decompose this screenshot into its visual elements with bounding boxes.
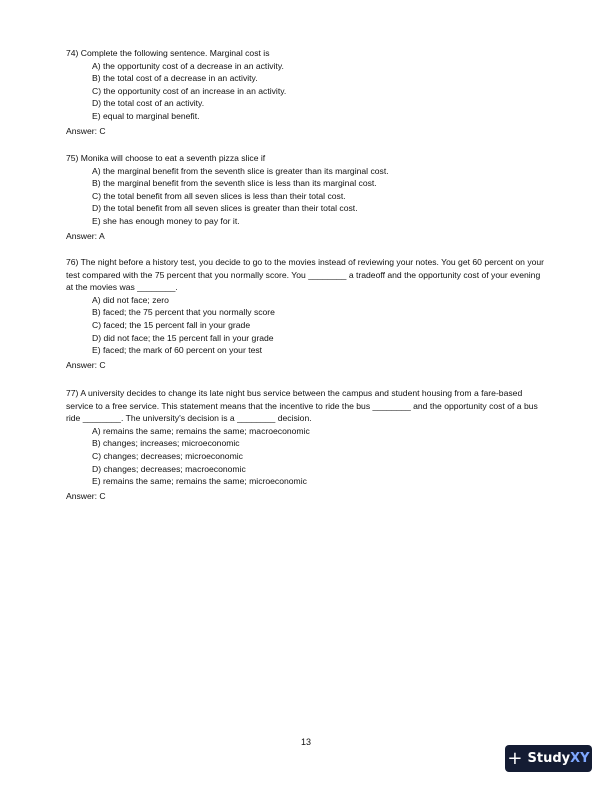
options-list xyxy=(92,165,548,228)
option-b: B) faced; the 75 percent that you normally score xyxy=(92,307,275,318)
option-c: C) the opportunity cost of an increase in an activity. xyxy=(92,85,287,96)
option-b: B) the total cost of a decrease in an activity. xyxy=(92,73,258,84)
logo-suffix: XY xyxy=(570,751,590,766)
option-b: B) changes; increases; microeconomic xyxy=(92,438,240,449)
question-stem: 75) Monika will choose to eat a seventh pizza slice if xyxy=(66,153,266,163)
option-e: E) she has enough money to pay for it. xyxy=(92,215,240,226)
option-c: C) the total benefit from all seven slices is less than their total cost. xyxy=(92,190,346,201)
question-75 xyxy=(66,152,548,242)
answer-label: Answer: C xyxy=(66,359,106,370)
option-c: C) changes; decreases; microeconomic xyxy=(92,450,243,461)
question-stem: 77) A university decides to change its late night bus service between the campus and student housing from a fare-based service to a free service. This statement means that the incentive to ride the bus ________ and the opportunity cost of a bus ride ________. The university's decision is a ________ decision. xyxy=(66,388,538,424)
answer-label: Answer: C xyxy=(66,490,106,501)
answer-label: Answer: A xyxy=(66,230,105,241)
options-list xyxy=(92,425,548,488)
question-stem: 74) Complete the following sentence. Marginal cost is xyxy=(66,48,270,58)
option-a: A) remains the same; remains the same; macroeconomic xyxy=(92,425,310,436)
option-a: A) did not face; zero xyxy=(92,294,169,305)
question-77 xyxy=(66,387,548,502)
option-c: C) faced; the 15 percent fall in your grade xyxy=(92,319,251,330)
option-e: E) equal to marginal benefit. xyxy=(92,110,200,121)
plus-icon: + xyxy=(507,747,523,769)
options-list xyxy=(92,294,548,357)
option-e: E) faced; the mark of 60 percent on your test xyxy=(92,345,263,356)
question-76 xyxy=(66,256,548,371)
page-number: 13 xyxy=(300,737,311,747)
option-d: D) did not face; the 15 percent fall in your grade xyxy=(92,332,274,343)
option-e: E) remains the same; remains the same; microeconomic xyxy=(92,476,307,487)
option-d: D) changes; decreases; macroeconomic xyxy=(92,463,246,474)
option-a: A) the opportunity cost of a decrease in an activity. xyxy=(92,60,284,71)
studyxy-logo[interactable] xyxy=(505,745,592,772)
option-d: D) the total cost of an activity. xyxy=(92,98,205,109)
question-stem: 76) The night before a history test, you decide to go to the movies instead of reviewing your notes. You get 60 percent on your test compared with the 75 percent that you normally score. You ________ a tradeoff and the opportunity cost of your evening at the movies was ________. xyxy=(66,257,545,293)
option-b: B) the marginal benefit from the seventh slice is less than its marginal cost. xyxy=(92,178,377,189)
option-a: A) the marginal benefit from the seventh slice is greater than its marginal cost. xyxy=(92,165,389,176)
logo-prefix: Study xyxy=(527,751,571,766)
answer-label: Answer: C xyxy=(66,125,106,136)
options-list xyxy=(92,60,548,123)
option-d: D) the total benefit from all seven slices is greater than their total cost. xyxy=(92,203,358,214)
question-74 xyxy=(66,47,548,137)
